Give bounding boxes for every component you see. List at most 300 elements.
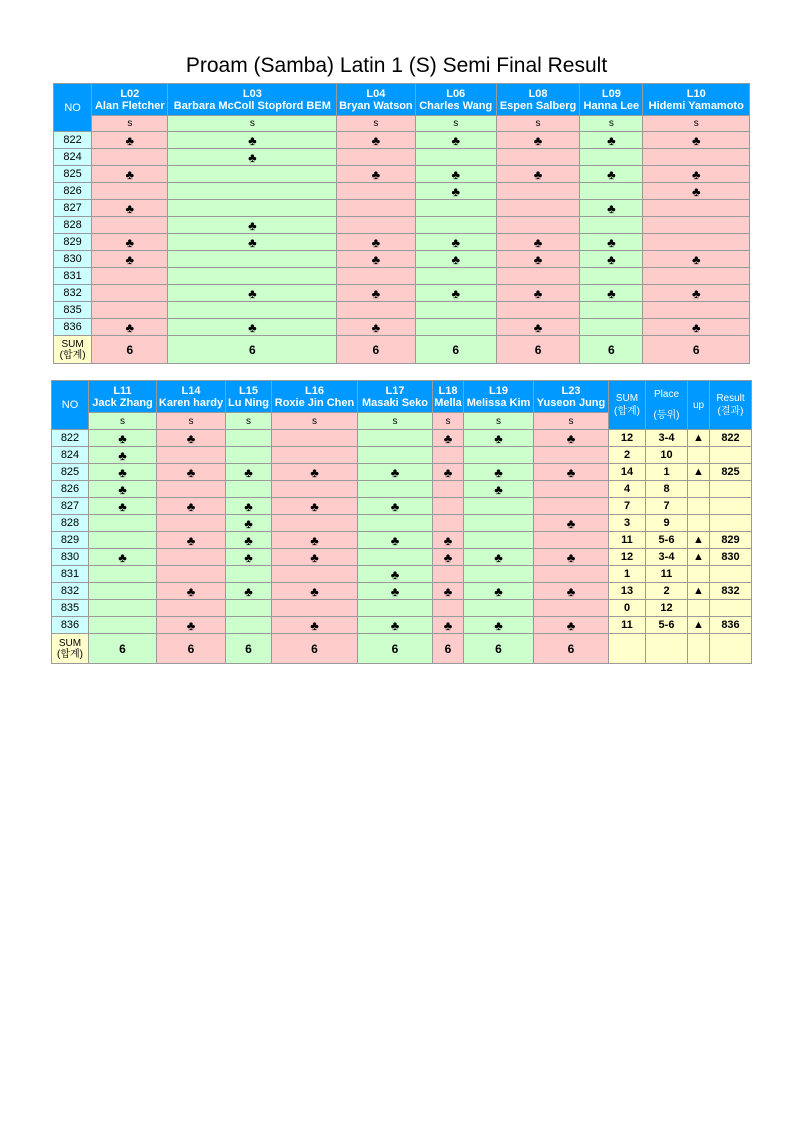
place-header-bottom: (등위) bbox=[653, 410, 680, 421]
mark-cell bbox=[496, 217, 579, 234]
mark-cell bbox=[337, 251, 415, 268]
mark-cell bbox=[168, 268, 337, 285]
judge-header bbox=[89, 381, 157, 413]
couple-number: 836 bbox=[54, 319, 92, 336]
sum-header bbox=[609, 381, 646, 430]
mark-cell bbox=[89, 481, 157, 498]
judge-sum: 6 bbox=[272, 634, 358, 664]
club-mark: ♣ bbox=[371, 285, 381, 301]
couple-number: 831 bbox=[52, 566, 89, 583]
row-sum: 7 bbox=[609, 498, 646, 515]
couple-row bbox=[54, 149, 750, 166]
club-mark: ♣ bbox=[248, 285, 257, 301]
club-mark: ♣ bbox=[691, 132, 701, 148]
sum-label-top: SUM bbox=[61, 338, 84, 350]
judge-sub-label: s bbox=[89, 413, 157, 430]
judge-header bbox=[272, 381, 358, 413]
club-mark: ♣ bbox=[494, 464, 503, 480]
result-header-bottom: (결과) bbox=[717, 406, 744, 417]
mark-cell bbox=[643, 302, 750, 319]
club-mark: ♣ bbox=[443, 430, 453, 446]
mark-cell bbox=[89, 549, 157, 566]
mark-cell bbox=[337, 149, 415, 166]
mark-cell bbox=[226, 447, 272, 464]
couple-row bbox=[52, 447, 752, 464]
judge-name: Melissa Kim bbox=[466, 396, 531, 409]
mark-cell bbox=[580, 234, 643, 251]
mark-cell bbox=[168, 251, 337, 268]
mark-cell bbox=[272, 600, 358, 617]
up-cell bbox=[688, 515, 710, 532]
judge-name: Roxie Jin Chen bbox=[274, 396, 355, 409]
empty-total-cell bbox=[688, 634, 710, 664]
club-mark: ♣ bbox=[390, 498, 400, 514]
club-mark: ♣ bbox=[118, 464, 127, 480]
sum-label-bottom: (합계) bbox=[57, 648, 83, 660]
up-triangle-icon: ▲ bbox=[693, 585, 704, 597]
mark-cell bbox=[534, 464, 609, 481]
mark-cell bbox=[415, 319, 496, 336]
no-header: NO bbox=[54, 84, 92, 132]
club-mark: ♣ bbox=[533, 319, 543, 335]
row-result bbox=[710, 447, 752, 464]
empty-total-cell bbox=[710, 634, 752, 664]
judge-name: Hidemi Yamamoto bbox=[648, 99, 744, 112]
row-sum: 4 bbox=[609, 481, 646, 498]
mark-cell bbox=[337, 285, 415, 302]
club-mark: ♣ bbox=[310, 549, 319, 565]
empty-total-cell bbox=[646, 634, 688, 664]
mark-cell bbox=[643, 200, 750, 217]
mark-cell bbox=[337, 302, 415, 319]
mark-cell bbox=[358, 464, 433, 481]
club-mark: ♣ bbox=[244, 532, 253, 548]
up-triangle-icon: ▲ bbox=[693, 534, 704, 546]
mark-cell bbox=[534, 430, 609, 447]
judge-code: L08 bbox=[528, 87, 548, 100]
row-sum: 12 bbox=[609, 549, 646, 566]
row-place: 11 bbox=[646, 566, 688, 583]
club-mark: ♣ bbox=[443, 532, 453, 548]
mark-cell bbox=[580, 166, 643, 183]
couple-row bbox=[52, 498, 752, 515]
mark-cell bbox=[643, 183, 750, 200]
mark-cell bbox=[337, 268, 415, 285]
judge-code: L17 bbox=[385, 384, 405, 397]
club-mark: ♣ bbox=[691, 251, 701, 267]
mark-cell bbox=[92, 234, 168, 251]
sum-label-top: SUM bbox=[58, 637, 82, 649]
row-sum: 0 bbox=[609, 600, 646, 617]
mark-cell bbox=[580, 200, 643, 217]
mark-cell bbox=[496, 285, 579, 302]
club-mark: ♣ bbox=[118, 549, 127, 565]
mark-cell bbox=[358, 600, 433, 617]
mark-cell bbox=[496, 183, 579, 200]
judge-name: Masaki Seko bbox=[361, 396, 429, 409]
club-mark: ♣ bbox=[390, 532, 400, 548]
judge-sum: 6 bbox=[433, 634, 464, 664]
club-mark: ♣ bbox=[443, 617, 453, 633]
mark-cell bbox=[168, 132, 337, 149]
mark-cell bbox=[580, 319, 643, 336]
judge-sum: 6 bbox=[534, 634, 609, 664]
couple-number: 828 bbox=[54, 217, 92, 234]
club-mark: ♣ bbox=[607, 166, 616, 182]
mark-cell bbox=[415, 200, 496, 217]
club-mark: ♣ bbox=[118, 498, 127, 514]
mark-cell bbox=[337, 200, 415, 217]
club-mark: ♣ bbox=[244, 498, 253, 514]
judge-header bbox=[226, 381, 272, 413]
mark-cell bbox=[415, 251, 496, 268]
club-mark: ♣ bbox=[390, 566, 400, 582]
mark-cell bbox=[168, 285, 337, 302]
up-triangle-icon: ▲ bbox=[693, 432, 704, 444]
judge-header bbox=[580, 84, 643, 116]
mark-cell bbox=[89, 617, 157, 634]
row-result: 829 bbox=[710, 532, 752, 549]
judge-code: L23 bbox=[561, 384, 581, 397]
mark-cell bbox=[157, 532, 226, 549]
mark-cell bbox=[464, 515, 534, 532]
couple-number: 825 bbox=[54, 166, 92, 183]
no-header: NO bbox=[52, 381, 89, 430]
mark-cell bbox=[415, 234, 496, 251]
place-header-top: Place bbox=[653, 389, 679, 400]
judge-header bbox=[643, 84, 750, 116]
club-mark: ♣ bbox=[125, 132, 135, 148]
club-mark: ♣ bbox=[244, 464, 253, 480]
empty-total-cell bbox=[609, 634, 646, 664]
club-mark: ♣ bbox=[244, 549, 253, 565]
mark-cell bbox=[272, 464, 358, 481]
club-mark: ♣ bbox=[125, 319, 135, 335]
couple-number: 824 bbox=[54, 149, 92, 166]
club-mark: ♣ bbox=[118, 481, 127, 497]
mark-cell bbox=[415, 183, 496, 200]
club-mark: ♣ bbox=[494, 617, 503, 633]
club-mark: ♣ bbox=[248, 217, 257, 233]
mark-cell bbox=[358, 617, 433, 634]
mark-cell bbox=[433, 583, 464, 600]
sum-header-bottom: (합계) bbox=[614, 406, 640, 417]
mark-cell bbox=[496, 302, 579, 319]
judge-name: Mella bbox=[434, 396, 462, 409]
club-mark: ♣ bbox=[443, 583, 453, 599]
club-mark: ♣ bbox=[607, 234, 616, 250]
mark-cell bbox=[337, 183, 415, 200]
mark-cell bbox=[433, 481, 464, 498]
mark-cell bbox=[157, 600, 226, 617]
mark-cell bbox=[272, 566, 358, 583]
mark-cell bbox=[358, 430, 433, 447]
up-cell bbox=[688, 583, 710, 600]
judge-code: L14 bbox=[181, 384, 201, 397]
mark-cell bbox=[92, 166, 168, 183]
mark-cell bbox=[92, 183, 168, 200]
club-mark: ♣ bbox=[451, 285, 460, 301]
mark-cell bbox=[464, 498, 534, 515]
mark-cell bbox=[464, 464, 534, 481]
couple-row bbox=[54, 268, 750, 285]
club-mark: ♣ bbox=[607, 251, 616, 267]
club-mark: ♣ bbox=[566, 549, 576, 565]
row-place: 7 bbox=[646, 498, 688, 515]
mark-cell bbox=[534, 617, 609, 634]
mark-cell bbox=[534, 447, 609, 464]
club-mark: ♣ bbox=[607, 200, 616, 216]
mark-cell bbox=[496, 166, 579, 183]
judge-sub-label: s bbox=[168, 116, 337, 132]
mark-cell bbox=[643, 217, 750, 234]
club-mark: ♣ bbox=[118, 430, 127, 446]
judge-code: L16 bbox=[305, 384, 324, 397]
judge-sum: 6 bbox=[226, 634, 272, 664]
mark-cell bbox=[534, 532, 609, 549]
couple-row bbox=[52, 617, 752, 634]
club-mark: ♣ bbox=[125, 200, 135, 216]
mark-cell bbox=[643, 234, 750, 251]
judge-code: L03 bbox=[242, 87, 262, 100]
couple-number: 829 bbox=[52, 532, 89, 549]
up-cell bbox=[688, 447, 710, 464]
couple-row bbox=[52, 430, 752, 447]
up-triangle-icon: ▲ bbox=[693, 551, 704, 563]
couple-row bbox=[52, 464, 752, 481]
couple-row bbox=[54, 234, 750, 251]
sub-header-row bbox=[54, 116, 750, 132]
mark-cell bbox=[226, 617, 272, 634]
club-mark: ♣ bbox=[566, 430, 576, 446]
mark-cell bbox=[580, 302, 643, 319]
judge-name: Charles Wang bbox=[419, 99, 493, 112]
club-mark: ♣ bbox=[310, 498, 319, 514]
mark-cell bbox=[415, 302, 496, 319]
judge-sum: 6 bbox=[415, 336, 496, 364]
row-sum: 12 bbox=[609, 430, 646, 447]
judge-code: L15 bbox=[239, 384, 258, 397]
mark-cell bbox=[92, 251, 168, 268]
mark-cell bbox=[433, 464, 464, 481]
row-result bbox=[710, 515, 752, 532]
club-mark: ♣ bbox=[533, 285, 543, 301]
mark-cell bbox=[415, 285, 496, 302]
row-place: 5-6 bbox=[646, 617, 688, 634]
mark-cell bbox=[643, 251, 750, 268]
club-mark: ♣ bbox=[310, 532, 319, 548]
club-mark: ♣ bbox=[566, 583, 576, 599]
up-cell bbox=[688, 617, 710, 634]
mark-cell bbox=[433, 498, 464, 515]
judge-name: Jack Zhang bbox=[92, 396, 153, 409]
judge-sub-label: s bbox=[534, 413, 609, 430]
couple-row bbox=[54, 319, 750, 336]
judge-sub-label: s bbox=[643, 116, 750, 132]
row-sum: 13 bbox=[609, 583, 646, 600]
mark-cell bbox=[643, 149, 750, 166]
mark-cell bbox=[168, 183, 337, 200]
row-place: 8 bbox=[646, 481, 688, 498]
couple-row bbox=[52, 600, 752, 617]
judge-sum: 6 bbox=[464, 634, 534, 664]
judge-code: L18 bbox=[438, 384, 458, 397]
couple-number: 826 bbox=[54, 183, 92, 200]
mark-cell bbox=[337, 132, 415, 149]
judge-name: Alan Fletcher bbox=[94, 99, 165, 112]
judge-name: Yuseon Jung bbox=[536, 396, 606, 409]
mark-cell bbox=[534, 549, 609, 566]
mark-cell bbox=[496, 251, 579, 268]
mark-cell bbox=[496, 149, 579, 166]
row-result: 822 bbox=[710, 430, 752, 447]
club-mark: ♣ bbox=[607, 285, 616, 301]
mark-cell bbox=[643, 285, 750, 302]
club-mark: ♣ bbox=[371, 132, 381, 148]
club-mark: ♣ bbox=[443, 549, 453, 565]
row-result bbox=[710, 481, 752, 498]
mark-cell bbox=[157, 481, 226, 498]
couple-number: 835 bbox=[54, 302, 92, 319]
mark-cell bbox=[92, 285, 168, 302]
club-mark: ♣ bbox=[371, 319, 381, 335]
mark-cell bbox=[643, 166, 750, 183]
up-cell bbox=[688, 481, 710, 498]
club-mark: ♣ bbox=[186, 583, 196, 599]
couple-row bbox=[54, 200, 750, 217]
couple-number: 836 bbox=[52, 617, 89, 634]
couple-number: 832 bbox=[52, 583, 89, 600]
up-cell bbox=[688, 464, 710, 481]
result-header-top: Result bbox=[716, 393, 745, 404]
mark-cell bbox=[157, 464, 226, 481]
mark-cell bbox=[157, 430, 226, 447]
club-mark: ♣ bbox=[443, 464, 453, 480]
mark-cell bbox=[92, 319, 168, 336]
mark-cell bbox=[415, 149, 496, 166]
judge-sub-label: s bbox=[580, 116, 643, 132]
couple-row bbox=[52, 515, 752, 532]
page-title: Proam (Samba) Latin 1 (S) Semi Final Result bbox=[185, 54, 608, 77]
mark-cell bbox=[580, 132, 643, 149]
mark-cell bbox=[92, 149, 168, 166]
judge-code: L06 bbox=[446, 87, 466, 100]
couple-number: 827 bbox=[52, 498, 89, 515]
club-mark: ♣ bbox=[566, 515, 576, 531]
judge-name: Bryan Watson bbox=[339, 99, 413, 112]
mark-cell bbox=[89, 566, 157, 583]
club-mark: ♣ bbox=[244, 515, 253, 531]
club-mark: ♣ bbox=[451, 251, 460, 267]
judge-name: Lu Ning bbox=[228, 396, 269, 409]
row-result: 836 bbox=[710, 617, 752, 634]
mark-cell bbox=[433, 515, 464, 532]
up-cell bbox=[688, 430, 710, 447]
row-result bbox=[710, 498, 752, 515]
mark-cell bbox=[464, 481, 534, 498]
row-result bbox=[710, 566, 752, 583]
club-mark: ♣ bbox=[566, 617, 576, 633]
mark-cell bbox=[464, 447, 534, 464]
mark-cell bbox=[358, 515, 433, 532]
mark-cell bbox=[89, 515, 157, 532]
club-mark: ♣ bbox=[691, 319, 701, 335]
row-place: 3-4 bbox=[646, 549, 688, 566]
club-mark: ♣ bbox=[244, 583, 253, 599]
club-mark: ♣ bbox=[390, 583, 400, 599]
judge-sum: 6 bbox=[89, 634, 157, 664]
row-place: 5-6 bbox=[646, 532, 688, 549]
judge-name: Hanna Lee bbox=[583, 99, 640, 112]
mark-cell bbox=[92, 268, 168, 285]
mark-cell bbox=[89, 430, 157, 447]
mark-cell bbox=[415, 268, 496, 285]
mark-cell bbox=[226, 515, 272, 532]
club-mark: ♣ bbox=[186, 617, 196, 633]
judge-sub-label: s bbox=[226, 413, 272, 430]
up-cell bbox=[688, 566, 710, 583]
mark-cell bbox=[580, 285, 643, 302]
row-sum: 11 bbox=[609, 617, 646, 634]
club-mark: ♣ bbox=[451, 183, 460, 199]
mark-cell bbox=[226, 481, 272, 498]
mark-cell bbox=[358, 566, 433, 583]
place-header bbox=[646, 381, 688, 430]
judge-header-row bbox=[52, 381, 752, 413]
club-mark: ♣ bbox=[371, 251, 381, 267]
mark-cell bbox=[337, 166, 415, 183]
judge-sub-label: s bbox=[272, 413, 358, 430]
mark-cell bbox=[226, 600, 272, 617]
judge-code: L02 bbox=[120, 87, 140, 100]
up-cell bbox=[688, 498, 710, 515]
couple-row bbox=[52, 583, 752, 600]
sum-header-top: SUM bbox=[615, 393, 639, 404]
mark-cell bbox=[226, 430, 272, 447]
mark-cell bbox=[337, 319, 415, 336]
mark-cell bbox=[496, 132, 579, 149]
row-result: 830 bbox=[710, 549, 752, 566]
mark-cell bbox=[168, 149, 337, 166]
couple-number: 830 bbox=[54, 251, 92, 268]
mark-cell bbox=[464, 430, 534, 447]
club-mark: ♣ bbox=[371, 166, 381, 182]
couple-number: 827 bbox=[54, 200, 92, 217]
mark-cell bbox=[89, 447, 157, 464]
judge-sub-label: s bbox=[415, 116, 496, 132]
club-mark: ♣ bbox=[390, 617, 400, 633]
club-mark: ♣ bbox=[118, 447, 127, 463]
judge-header bbox=[433, 381, 464, 413]
mark-cell bbox=[157, 566, 226, 583]
club-mark: ♣ bbox=[451, 132, 460, 148]
judge-header bbox=[168, 84, 337, 116]
judge-sum: 6 bbox=[168, 336, 337, 364]
club-mark: ♣ bbox=[125, 251, 135, 267]
club-mark: ♣ bbox=[125, 166, 135, 182]
mark-cell bbox=[337, 234, 415, 251]
mark-cell bbox=[168, 200, 337, 217]
judge-sum: 6 bbox=[358, 634, 433, 664]
club-mark: ♣ bbox=[691, 183, 701, 199]
mark-cell bbox=[358, 549, 433, 566]
mark-cell bbox=[272, 481, 358, 498]
club-mark: ♣ bbox=[310, 583, 319, 599]
row-sum: 14 bbox=[609, 464, 646, 481]
club-mark: ♣ bbox=[125, 234, 135, 250]
mark-cell bbox=[496, 200, 579, 217]
mark-cell bbox=[92, 302, 168, 319]
